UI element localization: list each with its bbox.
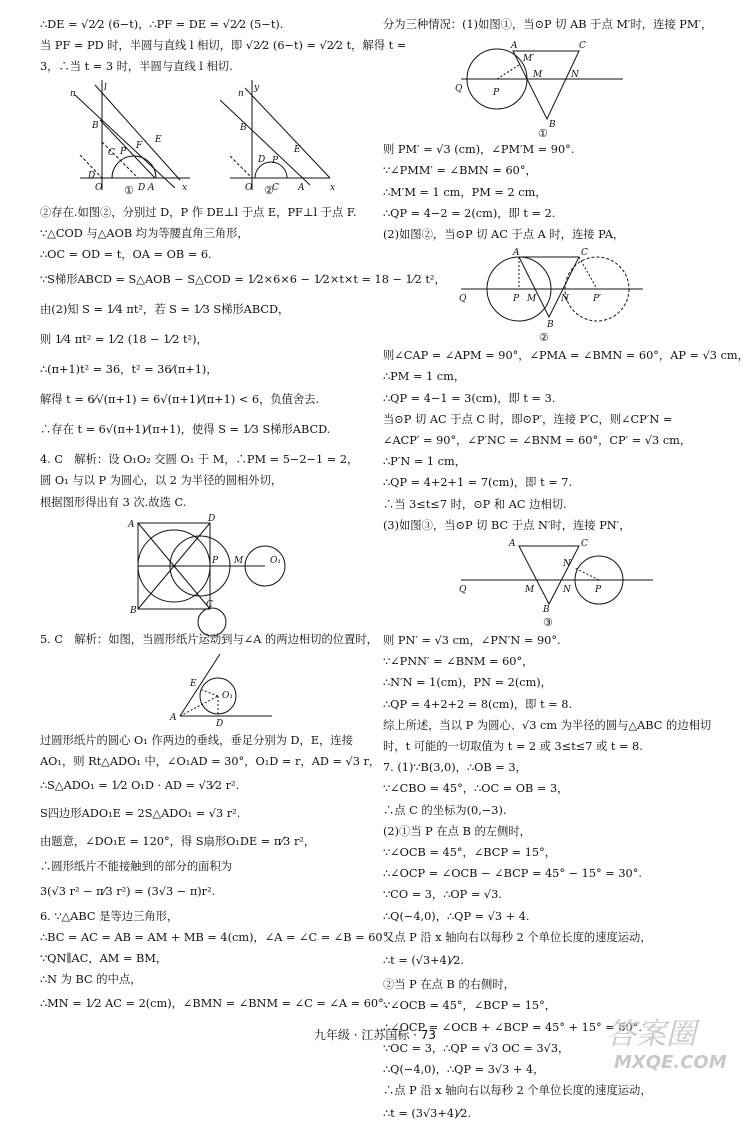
figure-caption: ③ [543,616,553,630]
svg-text:F: F [136,140,143,151]
svg-text:n: n [70,88,76,99]
svg-text:D: D [216,719,224,730]
svg-text:C: C [206,599,213,610]
svg-text:Q: Q [455,84,463,95]
figure-q4 [40,515,360,625]
text-line: ∴M′M = 1 cm，PM = 2 cm， [383,185,547,199]
svg-text:A: A [511,41,518,52]
figure-caption: ① [538,127,548,141]
svg-text:O₁: O₁ [222,691,233,702]
text-line: ∵∠PNN′ = ∠BNM = 60°， [383,655,534,669]
text-line: ∵QN∥AC，AM = BM， [40,952,168,966]
page-footer: 九年级 · 江苏国标 · 73 [313,1028,437,1042]
text-line: ∵S梯形ABCD = S△AOB − S△COD = 1⁄2×6×6 − 1⁄2×t×t = 18 − 1⁄2 t²， [40,273,446,287]
text-line: 分为三种情况：(1)如图①，当⊙P 切 AB 于点 M′时，连接 PM′， [383,18,713,31]
svg-text:A: A [148,182,155,193]
svg-text:P: P [595,585,602,596]
figure-semicircle-line [40,80,360,200]
text-line: 3(√3 r² − π⁄3 r²) = (3√3 − π)r². [40,884,216,898]
svg-text:O₁: O₁ [270,555,281,566]
text-line: S四边形ADO₁E = 2S△ADO₁ = √3 r². [40,807,241,821]
svg-text:N: N [571,70,579,81]
text-line: ∴MN = 1⁄2 AC = 2(cm)，∠BMN = ∠BNM = ∠C = ∠A = 60°. [40,997,388,1011]
svg-text:A: A [170,713,177,724]
text-line: ∵∠PMM′ = ∠BMN = 60°， [383,164,537,178]
svg-text:P: P [493,88,500,99]
svg-text:E: E [294,144,301,155]
svg-text:y: y [254,82,260,93]
watermark-logo-icon [600,1010,740,1072]
text-line: ∴DE = √2⁄2 (6−t)，∴PF = DE = √2⁄2 (5−t). [40,18,284,31]
svg-text:D: D [208,513,216,524]
text-line: ②存在.如图②，分别过 D，P 作 DE⊥l 于点 E，PF⊥l 于点 F. [40,205,357,219]
svg-text:N: N [563,585,571,596]
question-5 [40,629,378,650]
text-line: ∴QP = 4+2+2 = 8(cm)，即 t = 8. [383,697,573,711]
text-line: (2)如图②，当⊙P 切 AC 于点 A 时，连接 PA， [383,228,625,242]
svg-text:P′: P′ [593,294,602,305]
figure-right-1 [383,37,723,141]
svg-text:A: A [128,519,135,530]
text-line: 过圆形纸片的圆心 O₁ 作两边的垂线，垂足分别为 D，E，连接 [40,734,353,748]
svg-text:E: E [190,679,197,690]
text-line: ∴t = (√3+4)⁄2. [383,954,464,968]
svg-text:C: C [108,147,115,158]
right-column [383,14,749,1127]
text-line: ∠ACP′ = 90°，∠P′NC = ∠BNM = 60°，CP′ = √3 cm， [383,434,692,448]
text-line: ∴N 为 BC 的中点， [40,973,142,987]
text-line: 3，∴当 t = 3 时，半圆与直线 l 相切. [40,60,233,74]
figure-caption: ② [264,183,274,197]
text-line: 则∠CAP = ∠APM = 90°，∠PMA = ∠BMN = 60°，AP = √3 cm， [383,349,749,363]
figure-tangent-circles [40,515,360,625]
svg-text:Q: Q [459,585,467,596]
text-line: ∵CO = 3，∴OP = √3. [383,888,502,902]
svg-text:O: O [95,182,103,193]
svg-text:A: A [509,539,516,550]
svg-text:B: B [240,122,247,133]
svg-text:x: x [182,182,188,193]
text-line: 又点 P 沿 x 轴向右以每秒 2 个单位长度的速度运动， [383,930,652,944]
figure-caption: ① [124,183,134,197]
figure-triangle-circle-1 [383,37,723,137]
svg-text:Q: Q [459,294,467,305]
watermark [600,1010,740,1072]
figure-right-2 [383,247,723,343]
svg-text:E: E [155,134,162,145]
text-line: ∴圆形纸片不能接触到的部分的面积为 [40,860,233,874]
text-line: (3)如图③，当⊙P 切 BC 于点 N′时，连接 PN′， [383,518,631,532]
text-line: 根据图形得出有 3 次.故选 C. [40,495,187,509]
text-line: ∵∠CBO = 45°，∴OC = OB = 3， [383,782,569,796]
figure-pair-semicircle [40,80,360,200]
text-line: 5. C 解析：如图，当圆形纸片运动到与∠A 的两边相切的位置时， [40,632,378,646]
text-line: ∴QP = 4−2 = 2(cm)，即 t = 2. [383,206,556,220]
figure-q5 [40,652,360,728]
svg-text:n: n [238,88,244,99]
svg-text:B: B [543,605,550,616]
figure-caption: ② [539,331,549,345]
text-line: (2)①当 P 在点 B 的左侧时， [383,824,531,838]
text-line: ∴QP = 4+2+1 = 7(cm)，即 t = 7. [383,476,573,490]
svg-text:A: A [513,248,520,259]
question-5-continued [40,730,392,1018]
text-line: 圆 O₁ 与以 P 为圆心，以 2 为半径的圆相外切， [40,474,283,488]
svg-text:C: C [579,41,586,52]
text-line: 由题意，∠DO₁E = 120°，得 S扇形O₁DE = π⁄3 r²， [40,835,316,849]
svg-text:B: B [92,120,99,131]
text-line: ∵OC = 3，∴QP = √3 OC = 3√3， [383,1041,570,1055]
svg-text:M: M [234,555,244,566]
watermark-top: 答案圈 [606,1017,696,1052]
svg-text:B: B [549,120,556,131]
text-line: 当 PF = PD 时，半圆与直线 l 相切，即 √2⁄2 (6−t) = √2⁄2 t，解得 t = [40,39,407,53]
right-part-2 [383,345,749,536]
text-line: ∴S△ADO₁ = 1⁄2 O₁D · AD = √3⁄2 r². [40,779,240,793]
svg-text:N′: N′ [563,559,573,570]
figure-triangle-circle-3 [383,538,723,628]
text-line: ∵∠OCB = 45°，∠BCP = 15°， [383,999,557,1013]
text-line: ∴当 3≤t≤7 时，⊙P 和 AC 边相切. [383,497,567,511]
text-line: 则 PN′ = √3 cm，∠PN′N = 90°. [383,634,561,648]
svg-text:D: D [138,182,146,193]
left-lines-a [40,14,407,78]
text-line: 4. C 解析：设 O₁O₂ 交圆 O₁ 于 M，∴PM = 5−2−1 = 2， [40,453,359,467]
text-line: ∴t = (3√3+4)⁄2. [383,1107,472,1121]
text-line: ∴OC = OD = t，OA = OB = 6. [40,248,212,262]
text-line: ∴存在 t = 6√(π+1)⁄(π+1)，使得 S = 1⁄3 S梯形ABCD. [40,423,331,437]
svg-text:P: P [513,294,520,305]
text-line: AO₁，则 Rt△ADO₁ 中，∠O₁AD = 30°，O₁D = r，AD = √3 r， [40,755,381,769]
svg-text:A: A [298,182,305,193]
svg-text:M′: M′ [523,54,535,65]
text-line: ∴PM = 1 cm， [383,370,466,384]
watermark-bottom: MXQE.COM [614,1052,727,1073]
svg-text:x: x [330,182,336,193]
question-4 [40,449,360,513]
svg-text:l: l [104,82,107,93]
svg-text:B: B [547,320,554,331]
text-line: 则 PM′ = √3 (cm)，∠PM′M = 90°. [383,143,575,157]
svg-text:C: C [581,248,588,259]
text-line: ∴∠OCP = ∠OCB − ∠BCP = 45° − 15° = 30°. [383,867,642,881]
text-line: 综上所述，当以 P 为圆心、√3 cm 为半径的圆与△ABC 的边相切 [383,718,712,732]
text-line: 由(2)知 S = 1⁄4 πt²，若 S = 1⁄3 S梯形ABCD， [40,303,290,317]
text-line: 则 1⁄4 πt² = 1⁄2 (18 − 1⁄2 t²)， [40,333,208,347]
text-line: 当⊙P 切 AC 于点 C 时，即⊙P′，连接 P′C，则∠CP′N = [383,412,673,426]
text-line: ∴N′N = 1(cm)，PN = 2(cm)， [383,676,552,690]
svg-text:O: O [245,182,253,193]
svg-text:P: P [120,146,127,157]
text-line: ∴点 P 沿 x 轴向右以每秒 2 个单位长度的速度运动， [383,1084,652,1098]
svg-text:P: P [212,555,219,566]
text-line: ∴(π+1)t² = 36，t² = 36⁄(π+1)， [40,363,218,377]
text-line: ∵∠OCB = 45°，∠BCP = 15°， [383,846,557,860]
figure-angle-circle [40,652,360,728]
text-line: ∴Q(−4,0)，∴QP = √3 + 4. [383,909,530,923]
text-line: 6. ∵△ABC 是等边三角形， [40,909,179,923]
figure-triangle-circle-2 [383,247,723,343]
svg-text:C: C [272,182,279,193]
text-line: ∵△COD 与△AOB 均为等腰直角三角形， [40,226,249,240]
svg-text:C: C [581,539,588,550]
text-line: ∴Q(−4,0)，∴QP = 3√3 + 4， [383,1062,545,1076]
svg-text:D: D [258,154,266,165]
svg-text:N: N [561,294,569,305]
svg-text:M: M [533,70,543,81]
text-line: ∴P′N = 1 cm， [383,455,467,469]
right-part-1 [383,139,723,245]
text-line: ∴∠OCP = ∠OCB + ∠BCP = 45° + 15° = 60°. [383,1020,642,1034]
text-line: 7. (1)∵B(3,0)，∴OB = 3， [383,761,527,775]
figure-right-3 [383,538,723,628]
text-line: ∴BC = AC = AB = AM + MB = 4(cm)，∠A = ∠C = ∠B = 60°. [40,930,392,944]
text-line: ∴点 C 的坐标为(0,−3). [383,803,507,817]
text-line: 时，t 可能的一切取值为 t = 2 或 3≤t≤7 或 t = 8. [383,740,643,754]
text-line: ∴QP = 4−1 = 3(cm)，即 t = 3. [383,391,556,405]
svg-text:M: M [527,294,537,305]
svg-text:P: P [272,155,279,166]
svg-text:M: M [525,585,535,596]
text-line: ②当 P 在点 B 的右侧时， [383,978,515,992]
text-line: 解得 t = 6⁄√(π+1) = 6√(π+1)⁄(π+1) < 6，负值舍去. [40,393,320,407]
svg-text:D: D [88,170,96,181]
svg-text:B: B [130,605,137,616]
